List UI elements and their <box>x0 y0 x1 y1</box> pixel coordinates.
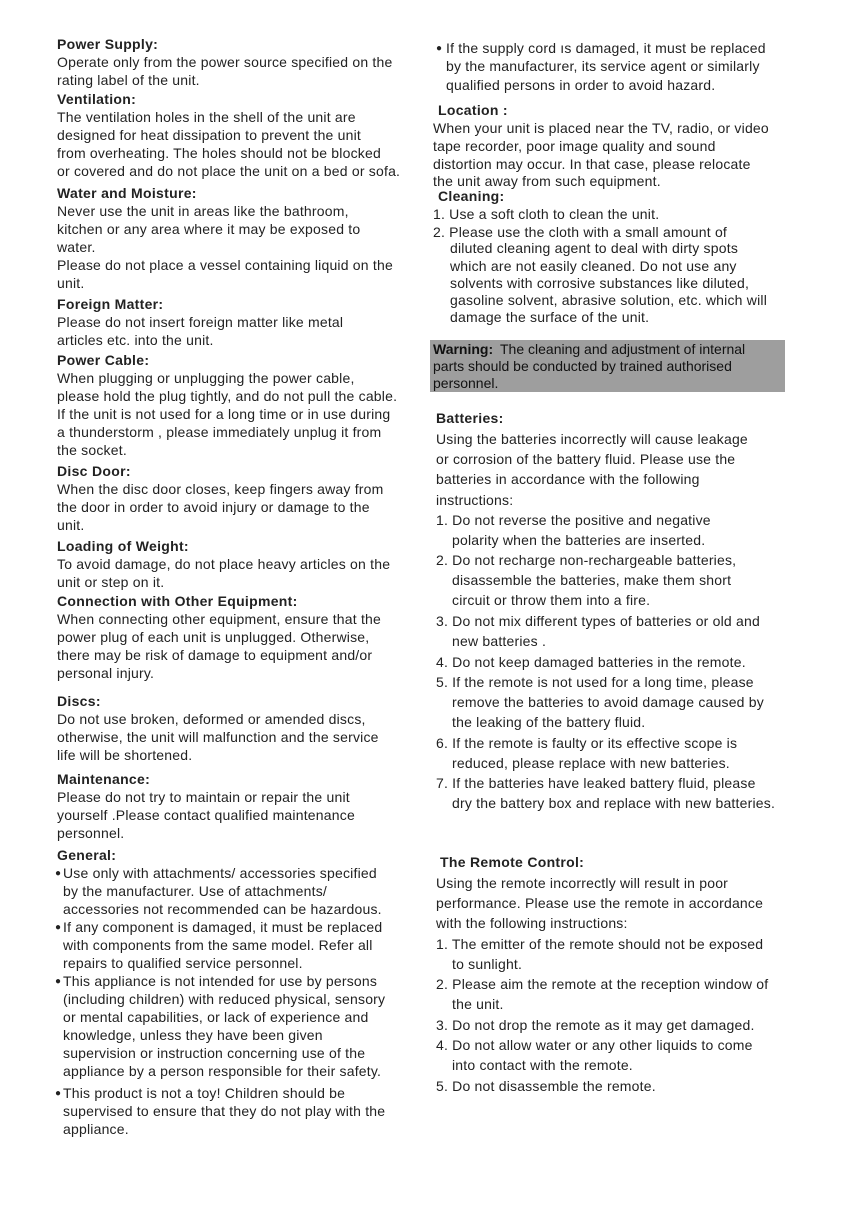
body-text-line: Please do not insert foreign matter like metal <box>57 314 344 330</box>
section-heading-power-supply: Power Supply: <box>57 36 159 52</box>
body-text-line: or covered and do not place the unit on a bed or sofa. <box>57 163 401 179</box>
body-text-line: the unit away from such equipment. <box>433 173 661 189</box>
body-text-line: The ventilation holes in the shell of the unit are <box>57 109 356 125</box>
body-text-line: a thunderstorm , please immediately unplug it from <box>57 424 382 440</box>
section-heading-maintenance: Maintenance: <box>57 771 151 787</box>
list-item-line: 2. Do not recharge non-rechargeable batteries, <box>436 552 737 568</box>
list-item-line: repairs to qualified service personnel. <box>63 955 303 971</box>
body-text-line: Please do not place a vessel containing liquid on the <box>57 257 393 273</box>
list-item-line: diluted cleaning agent to deal with dirty spots <box>450 240 739 256</box>
list-item-line: with the following instructions: <box>436 915 628 931</box>
list-item-line: polarity when the batteries are inserted. <box>452 532 706 548</box>
list-item-line: supervised to ensure that they do not play with the <box>63 1103 386 1119</box>
list-item-line: (including children) with reduced physical, sensory <box>63 991 386 1007</box>
list-item-line: 1. The emitter of the remote should not be exposed <box>436 936 764 952</box>
list-item-line: gasoline solvent, abrasive solution, etc. which will <box>450 292 767 308</box>
list-item-line: by the manufacturer. Use of attachments/ <box>63 883 328 899</box>
list-item-line: If any component is damaged, it must be replaced <box>63 919 383 935</box>
body-text-line: the socket. <box>57 442 127 458</box>
body-text-line: life will be shortened. <box>57 747 193 763</box>
body-text-line: articles etc. into the unit. <box>57 332 214 348</box>
list-item-line: which are not easily cleaned. Do not use any <box>450 258 737 274</box>
list-item-line: 4. Do not keep damaged batteries in the remote. <box>436 654 746 670</box>
section-heading-general: General: <box>57 847 117 863</box>
section-heading-weight: Loading of Weight: <box>57 538 189 554</box>
list-item-line: supervision or instruction concerning use of the <box>63 1045 366 1061</box>
bullet-icon: ● <box>55 976 62 987</box>
body-text-line: there may be risk of damage to equipment and/or <box>57 647 373 663</box>
warning-label: Warning: <box>433 341 494 357</box>
body-text-line: power plug of each unit is unplugged. Otherwise, <box>57 629 370 645</box>
list-item-line: 2. Please aim the remote at the reception window of <box>436 976 769 992</box>
body-text-line: When your unit is placed near the TV, radio, or video <box>433 120 769 136</box>
warning-line: parts should be conducted by trained authorised <box>433 358 732 374</box>
body-text-line: Never use the unit in areas like the bathroom, <box>57 203 349 219</box>
list-item-line: into contact with the remote. <box>452 1057 633 1073</box>
list-item-line: or corrosion of the battery fluid. Please use the <box>436 451 736 467</box>
list-item-line: 5. If the remote is not used for a long time, please <box>436 674 754 690</box>
section-heading-cleaning: Cleaning: <box>438 188 505 204</box>
body-text-line: When plugging or unplugging the power cable, <box>57 370 355 386</box>
section-heading-batteries: Batteries: <box>436 410 504 426</box>
body-text-line: otherwise, the unit will malfunction and the service <box>57 729 379 745</box>
body-text-line: When connecting other equipment, ensure that the <box>57 611 382 627</box>
body-text-line: personnel. <box>57 825 125 841</box>
section-heading-ventilation: Ventilation: <box>57 91 137 107</box>
body-text-line: water. <box>57 239 96 255</box>
body-text-line: personal injury. <box>57 665 155 681</box>
list-item-line: instructions: <box>436 492 514 508</box>
body-text-line: Operate only from the power source specified on the <box>57 54 393 70</box>
warning-line: personnel. <box>433 375 499 391</box>
list-item-line: Using the batteries incorrectly will cause leakage <box>436 431 748 447</box>
section-heading-foreign: Foreign Matter: <box>57 296 164 312</box>
list-item-line: 3. Do not drop the remote as it may get damaged. <box>436 1017 755 1033</box>
list-item-line: with components from the same model. Refer all <box>63 937 373 953</box>
list-item-line: Use only with attachments/ accessories specified <box>63 865 377 881</box>
body-text-line: If the unit is not used for a long time or in use during <box>57 406 391 422</box>
body-text-line: To avoid damage, do not place heavy articles on the <box>57 556 391 572</box>
body-text-line: yourself .Please contact qualified maintenance <box>57 807 355 823</box>
warning-line: The cleaning and adjustment of internal <box>500 341 746 357</box>
bullet-icon: ● <box>55 1088 62 1099</box>
body-text-line: designed for heat dissipation to prevent the unit <box>57 127 361 143</box>
list-item-line: 1. Do not reverse the positive and negative <box>436 512 711 528</box>
body-text-line: from overheating. The holes should not be blocked <box>57 145 381 161</box>
list-item-line: appliance by a person responsible for their safety. <box>63 1063 382 1079</box>
body-text-line: unit. <box>57 275 85 291</box>
list-item-line: the unit. <box>452 996 504 1012</box>
list-item-line: the leaking of the battery fluid. <box>452 714 646 730</box>
list-item-line: to sunlight. <box>452 956 523 972</box>
body-text-line: Please do not try to maintain or repair the unit <box>57 789 350 805</box>
bullet-icon: ● <box>55 868 62 879</box>
list-item-line: 1. Use a soft cloth to clean the unit. <box>433 206 660 222</box>
list-item-line: qualified persons in order to avoid hazard. <box>446 77 716 93</box>
list-item-line: appliance. <box>63 1121 129 1137</box>
list-item-line: reduced, please replace with new batteries. <box>452 755 730 771</box>
body-text-line: rating label of the unit. <box>57 72 200 88</box>
list-item-line: by the manufacturer, its service agent or similarly <box>446 58 760 74</box>
section-heading-door: Disc Door: <box>57 463 131 479</box>
body-text-line: tape recorder, poor image quality and sound <box>433 138 716 154</box>
body-text-line: kitchen or any area where it may be exposed to <box>57 221 361 237</box>
body-text-line: unit or step on it. <box>57 574 165 590</box>
list-item-line: circuit or throw them into a fire. <box>452 592 651 608</box>
body-text-line: distortion may occur. In that case, please relocate <box>433 156 751 172</box>
list-item-line: remove the batteries to avoid damage caused by <box>452 694 764 710</box>
list-item-line: knowledge, unless they have been given <box>63 1027 323 1043</box>
body-text-line: When the disc door closes, keep fingers away from <box>57 481 384 497</box>
list-item-line: 5. Do not disassemble the remote. <box>436 1078 656 1094</box>
body-text-line: Do not use broken, deformed or amended discs, <box>57 711 366 727</box>
body-text-line: the door in order to avoid injury or damage to the <box>57 499 370 515</box>
list-item-line: 7. If the batteries have leaked battery fluid, please <box>436 775 756 791</box>
list-item-line: This appliance is not intended for use by persons <box>63 973 378 989</box>
list-item-line: If the supply cord ıs damaged, it must be replaced <box>446 40 766 56</box>
body-text-line: please hold the plug tightly, and do not pull the cable. <box>57 388 398 404</box>
list-item-line: or mental capabilities, or lack of experience and <box>63 1009 369 1025</box>
list-item-line: This product is not a toy! Children should be <box>63 1085 346 1101</box>
section-heading-location: Location : <box>438 102 508 118</box>
section-heading-discs: Discs: <box>57 693 101 709</box>
section-heading-cable: Power Cable: <box>57 352 150 368</box>
section-heading-connection: Connection with Other Equipment: <box>57 593 298 609</box>
list-item-line: batteries in accordance with the following <box>436 471 700 487</box>
section-heading-remote: The Remote Control: <box>440 854 585 870</box>
body-text-line: unit. <box>57 517 85 533</box>
bullet-icon: ● <box>436 43 443 54</box>
list-item-line: disassemble the batteries, make them short <box>452 572 732 588</box>
list-item-line: 4. Do not allow water or any other liquids to come <box>436 1037 753 1053</box>
bullet-icon: ● <box>55 922 62 933</box>
section-heading-water: Water and Moisture: <box>57 185 197 201</box>
list-item-line: 2. Please use the cloth with a small amount of <box>433 224 728 240</box>
list-item-line: solvents with corrosive substances like diluted, <box>450 275 750 291</box>
list-item-line: performance. Please use the remote in accordance <box>436 895 764 911</box>
list-item-line: Using the remote incorrectly will result in poor <box>436 875 729 891</box>
list-item-line: 3. Do not mix different types of batteries or old and <box>436 613 760 629</box>
list-item-line: damage the surface of the unit. <box>450 309 650 325</box>
list-item-line: 6. If the remote is faulty or its effective scope is <box>436 735 738 751</box>
list-item-line: dry the battery box and replace with new batteries. <box>452 795 776 811</box>
list-item-line: new batteries . <box>452 633 547 649</box>
list-item-line: accessories not recommended can be hazardous. <box>63 901 382 917</box>
